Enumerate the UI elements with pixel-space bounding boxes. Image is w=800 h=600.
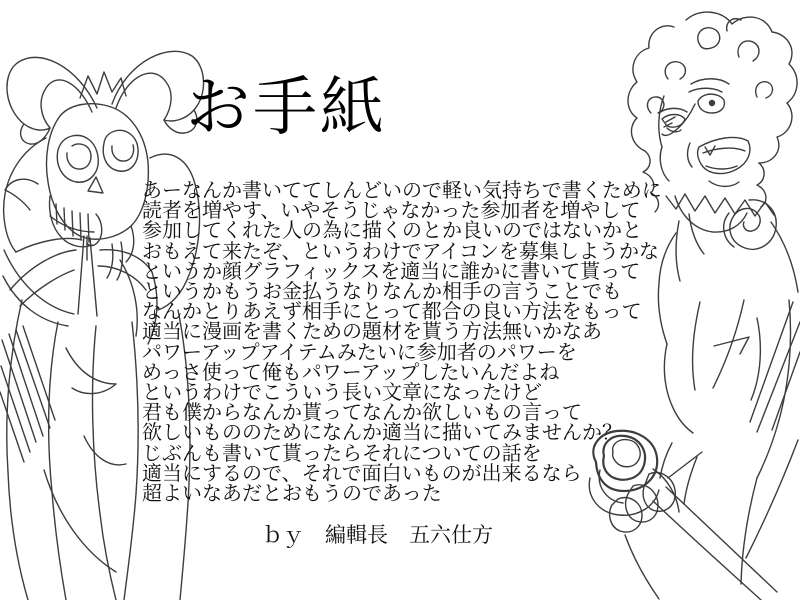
letter-line: 参加してくれた人の為に描くのとか良いのではないかと xyxy=(142,220,642,243)
letter-line: 欲しいもののためになんか適当に描いてみませんか？ xyxy=(142,422,622,445)
letter-line: 君も僕からなんか貰ってなんか欲しいもの言って xyxy=(142,402,582,425)
letter-line: というか顔グラフィックスを適当に誰かに書いて貰って xyxy=(142,260,641,283)
letter-line: 超よいなあだとおもうのであった xyxy=(142,483,442,506)
signature-line: ｂｙ 編輯長 五六仕方 xyxy=(262,523,493,547)
letter-line: あーなんか書いててしんどいので軽い気持ちで書くために xyxy=(142,180,662,202)
letter-line: 適当にするので、それで面白いものが出来るなら xyxy=(142,462,582,485)
letter-line: というわけでこういう長い文章になったけど xyxy=(142,382,542,405)
letter-line: パワーアップアイテムみたいに参加者のパワーを xyxy=(142,341,577,364)
page-title: お手紙 xyxy=(186,72,387,143)
letter-line: めっさ使って俺もパワーアップしたいんだよね xyxy=(142,361,560,384)
letter-body xyxy=(142,181,662,504)
letter-line: なんかとりあえず相手にとって都合の良い方法をもって xyxy=(142,301,642,324)
letter-line: おもえて来たぞ、というわけでアイコンを募集しようかな xyxy=(142,240,659,263)
letter-line: じぶんも書いて貰ったらそれについての話を xyxy=(142,442,542,465)
letter-line: 適当に漫画を書くための題材を貰う方法無いかなあ xyxy=(142,321,602,344)
letter-line: というかもうお金払うなりなんか相手の言うことでも xyxy=(142,281,622,304)
pupil-dot xyxy=(709,100,715,106)
letter-line: 読者を増やす、いやそうじゃなかった参加者を増やして xyxy=(142,200,641,223)
